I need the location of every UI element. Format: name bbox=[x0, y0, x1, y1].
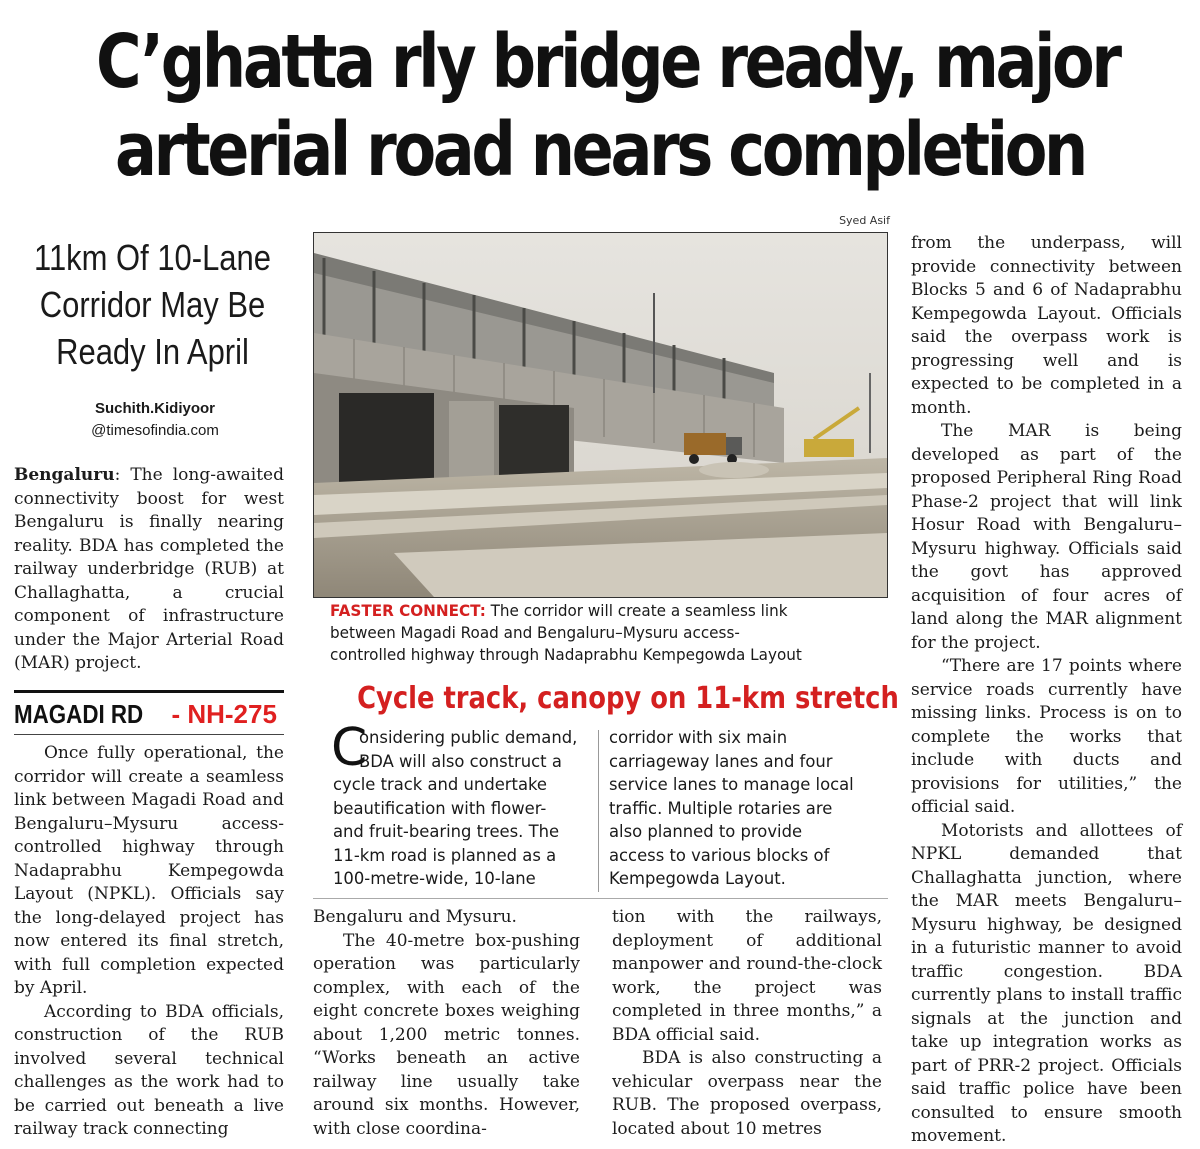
box-line: access to various blocks of bbox=[609, 845, 830, 865]
box-bottom-rule bbox=[313, 898, 888, 899]
tag-top-rule bbox=[14, 690, 284, 693]
deck-line-1: 11km Of 10-Lane bbox=[34, 237, 271, 278]
body-column-c bbox=[612, 906, 882, 1141]
body-column-b bbox=[313, 906, 580, 1141]
box-line: cycle track and undertake bbox=[333, 775, 548, 794]
underpass-photo-illustration bbox=[314, 233, 887, 597]
deck-line-2: Corridor May Be bbox=[39, 284, 266, 325]
body-column-d bbox=[911, 232, 1182, 1149]
box-subhead bbox=[313, 680, 899, 718]
box-line: 11-km road is planned as a bbox=[333, 845, 557, 865]
tag-bottom-rule bbox=[14, 734, 284, 735]
section-tag bbox=[14, 698, 284, 730]
paragraph: The 40-metre box-pushing operation was particularly complex, with each of the eight concrete boxes weighing about 1,200 metric tonnes. “Works beneath an active railway line usually take around six months. However, with close coordina- bbox=[313, 930, 580, 1139]
box-line: and fruit-bearing trees. The bbox=[333, 822, 560, 841]
paragraph: “There are 17 points where service roads currently have missing links. Process is on to complete the works that include with ducts and provisions for utilities,” the official said. bbox=[911, 656, 1182, 817]
intro-text: : The long-awaited connectivity boost for west Bengaluru is finally nearing reality. BDA has completed the railway underbridge (RUB) at Challaghatta, a crucial component of infrastructure under the Major Arterial Road (MAR) project. bbox=[14, 465, 284, 673]
box-subhead-text: Cycle track, canopy on 11-km stretch bbox=[357, 681, 899, 716]
box-line: service lanes to manage local bbox=[609, 775, 854, 794]
byline bbox=[40, 398, 270, 442]
photo-credit: Syed Asif bbox=[839, 214, 890, 227]
box-line: onsidering public demand, bbox=[359, 728, 578, 747]
box-line: Kempegowda Layout. bbox=[609, 869, 786, 888]
news-photo bbox=[313, 232, 888, 598]
dropcap: C bbox=[331, 718, 368, 778]
deck-line-3: Ready In April bbox=[56, 331, 249, 372]
caption-line-3: controlled highway through Nadaprabhu Kempegowda Layout bbox=[330, 645, 802, 664]
intro-paragraph bbox=[14, 464, 284, 676]
box-line: also planned to provide bbox=[609, 822, 803, 841]
headline-line-2: arterial road nears completion bbox=[115, 107, 1085, 193]
caption-line-1: The corridor will create a seamless link bbox=[485, 601, 788, 620]
box-line: beautification with flower- bbox=[333, 798, 547, 818]
paragraph: tion with the railways, deployment of additional manpower and round-the-clock work, the project was completed in three months,” a BDA official said. bbox=[612, 907, 882, 1045]
caption-label: FASTER CONNECT: bbox=[330, 601, 486, 620]
box-column-left bbox=[333, 726, 595, 891]
headline-line-1: C’ghatta rly bridge ready, major bbox=[96, 19, 1119, 105]
deck bbox=[0, 234, 305, 375]
headline bbox=[96, 18, 1119, 194]
box-line: BDA will also construct a bbox=[359, 751, 562, 771]
paragraph: from the underpass, will provide connectivity between Blocks 5 and 6 of Nadaprabhu Kempegowda Layout. Officials said the overpass work is progressing well and is expected to be completed in a month. bbox=[911, 233, 1182, 418]
photo-caption bbox=[330, 600, 890, 666]
dateline: Bengaluru bbox=[14, 465, 115, 485]
paragraph: Motorists and allottees of NPKL demanded that Challaghatta junction, where the MAR meets Bengaluru–Mysuru highway, be designed in a futuristic manner to avoid traffic congestion. BDA currently plans to install traffic signals at the junction and take up integration works as part of PRR-2 project. Officials said traffic police have been consulted to ensure smooth movement. bbox=[911, 820, 1182, 1146]
tag-road: MAGADI RD bbox=[14, 699, 144, 729]
byline-name: Suchith.Kidiyoor bbox=[95, 400, 215, 417]
tag-highway: - NH-275 bbox=[164, 699, 277, 729]
byline-org: @timesofindia.com bbox=[91, 422, 219, 439]
caption-line-2: between Magadi Road and Bengaluru–Mysuru access- bbox=[330, 623, 740, 642]
box-column-divider bbox=[598, 730, 599, 892]
paragraph: The MAR is being developed as part of the proposed Peripheral Ring Road Phase-2 project that will link Hosur Road with Bengaluru–Mysuru highway. Officials said the govt has approved acquisition of four acres of land along the MAR alignment for the project. bbox=[911, 421, 1182, 653]
paragraph: BDA is also constructing a vehicular overpass near the RUB. The proposed overpass, located about 10 metres bbox=[612, 1048, 882, 1139]
paragraph: Bengaluru and Mysuru. bbox=[313, 907, 517, 927]
box-line: corridor with six main bbox=[609, 728, 788, 747]
paragraph: Once fully operational, the corridor will create a seamless link between Magadi Road and Bengaluru–Mysuru access-controlled highway through Nadaprabhu Kempegowda Layout (NPKL). Officials say the long-delayed project has now entered its final stretch, with full completion expected by April. bbox=[14, 743, 284, 998]
body-column-a bbox=[14, 742, 284, 1142]
box-line: traffic. Multiple rotaries are bbox=[609, 798, 833, 818]
box-line: carriageway lanes and four bbox=[609, 751, 833, 771]
box-line: 100-metre-wide, 10-lane bbox=[333, 869, 536, 888]
paragraph: According to BDA officials, construction of the RUB involved several technical challenges as the work had to be carried out beneath a live railway track connecting bbox=[14, 1001, 284, 1139]
box-column-right bbox=[609, 726, 871, 891]
